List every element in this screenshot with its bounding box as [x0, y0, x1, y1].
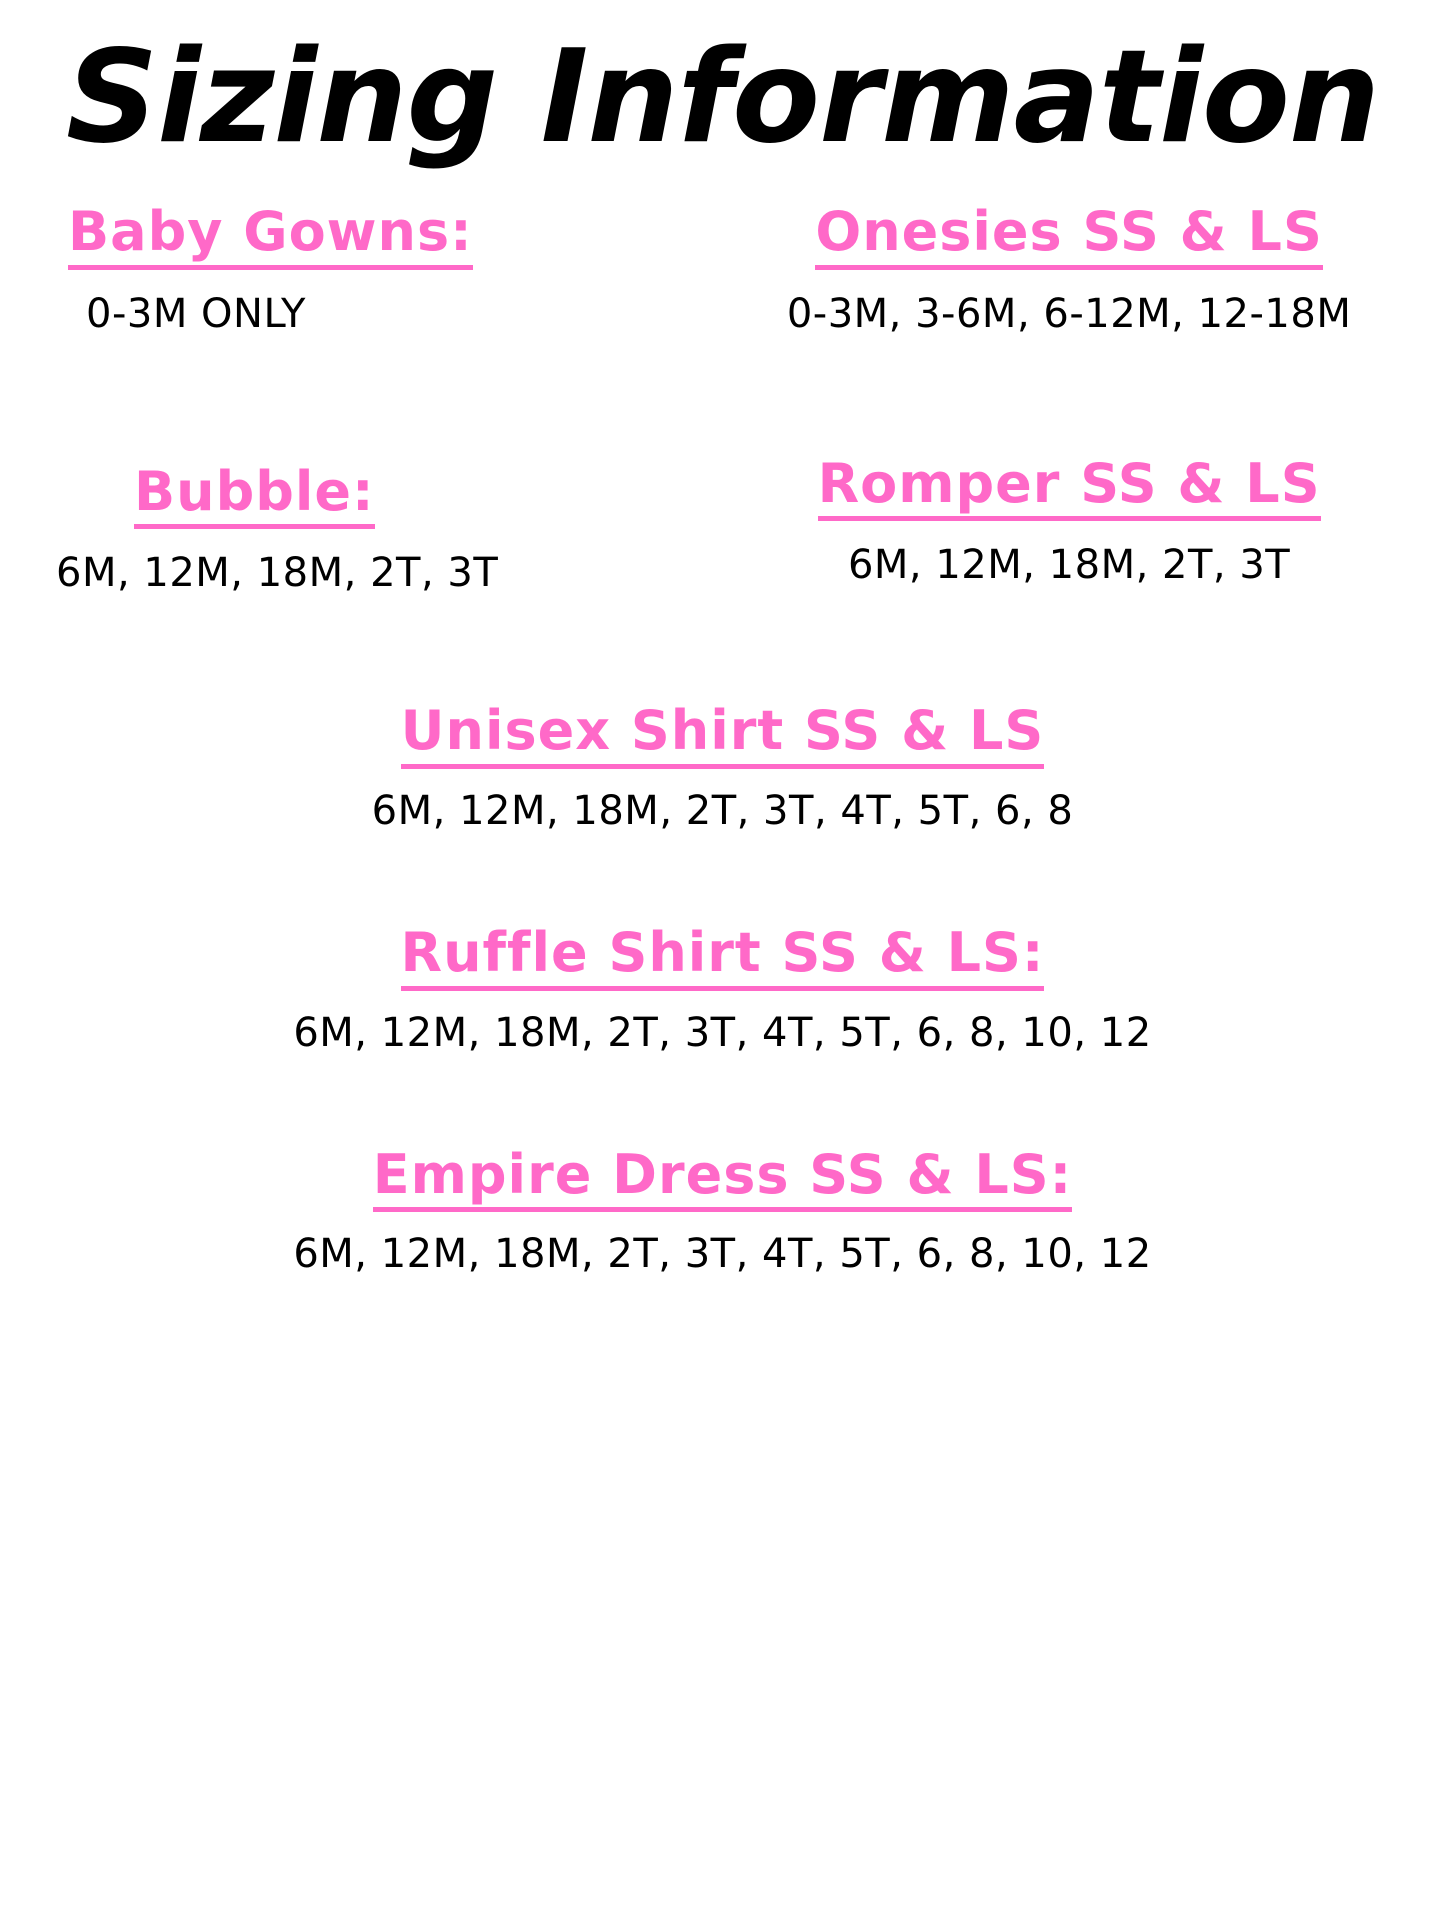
size-block-heading-unisex-shirt: Unisex Shirt SS & LS [401, 703, 1045, 769]
size-block-baby-gowns [68, 200, 473, 337]
size-block-values-onesies: 0-3M, 3-6M, 6-12M, 12-18M [786, 290, 1352, 337]
centered-size-blocks [0, 699, 1445, 1278]
size-block-values-baby-gowns: 0-3M ONLY [86, 290, 306, 337]
size-block-values-unisex-shirt: 6M, 12M, 18M, 2T, 3T, 4T, 5T, 6, 8 [371, 788, 1074, 835]
size-block-ruffle-shirt [293, 921, 1152, 1056]
left-column [56, 200, 696, 597]
size-block-bubble [56, 459, 499, 597]
size-block-heading-bubble: Bubble: [134, 464, 375, 530]
size-block-unisex-shirt [371, 699, 1074, 835]
right-column [749, 200, 1389, 589]
size-block-onesies [786, 200, 1352, 337]
size-block-values-bubble: 6M, 12M, 18M, 2T, 3T [56, 550, 499, 597]
page-title: Sizing Information [65, 23, 1380, 172]
size-block-values-empire-dress: 6M, 12M, 18M, 2T, 3T, 4T, 5T, 6, 8, 10, 12 [293, 1231, 1152, 1278]
size-block-romper [817, 451, 1321, 589]
size-block-values-ruffle-shirt: 6M, 12M, 18M, 2T, 3T, 4T, 5T, 6, 8, 10, 12 [293, 1009, 1152, 1056]
size-block-heading-baby-gowns: Baby Gowns: [68, 204, 473, 270]
size-columns [0, 200, 1445, 597]
size-block-empire-dress [293, 1142, 1152, 1278]
size-block-values-romper: 6M, 12M, 18M, 2T, 3T [847, 542, 1291, 589]
sizing-information-page [0, 23, 1445, 1905]
size-block-heading-romper: Romper SS & LS [818, 456, 1321, 522]
size-block-heading-empire-dress: Empire Dress SS & LS: [373, 1147, 1072, 1213]
size-block-heading-ruffle-shirt: Ruffle Shirt SS & LS: [401, 925, 1045, 991]
size-block-heading-onesies: Onesies SS & LS [815, 204, 1323, 270]
